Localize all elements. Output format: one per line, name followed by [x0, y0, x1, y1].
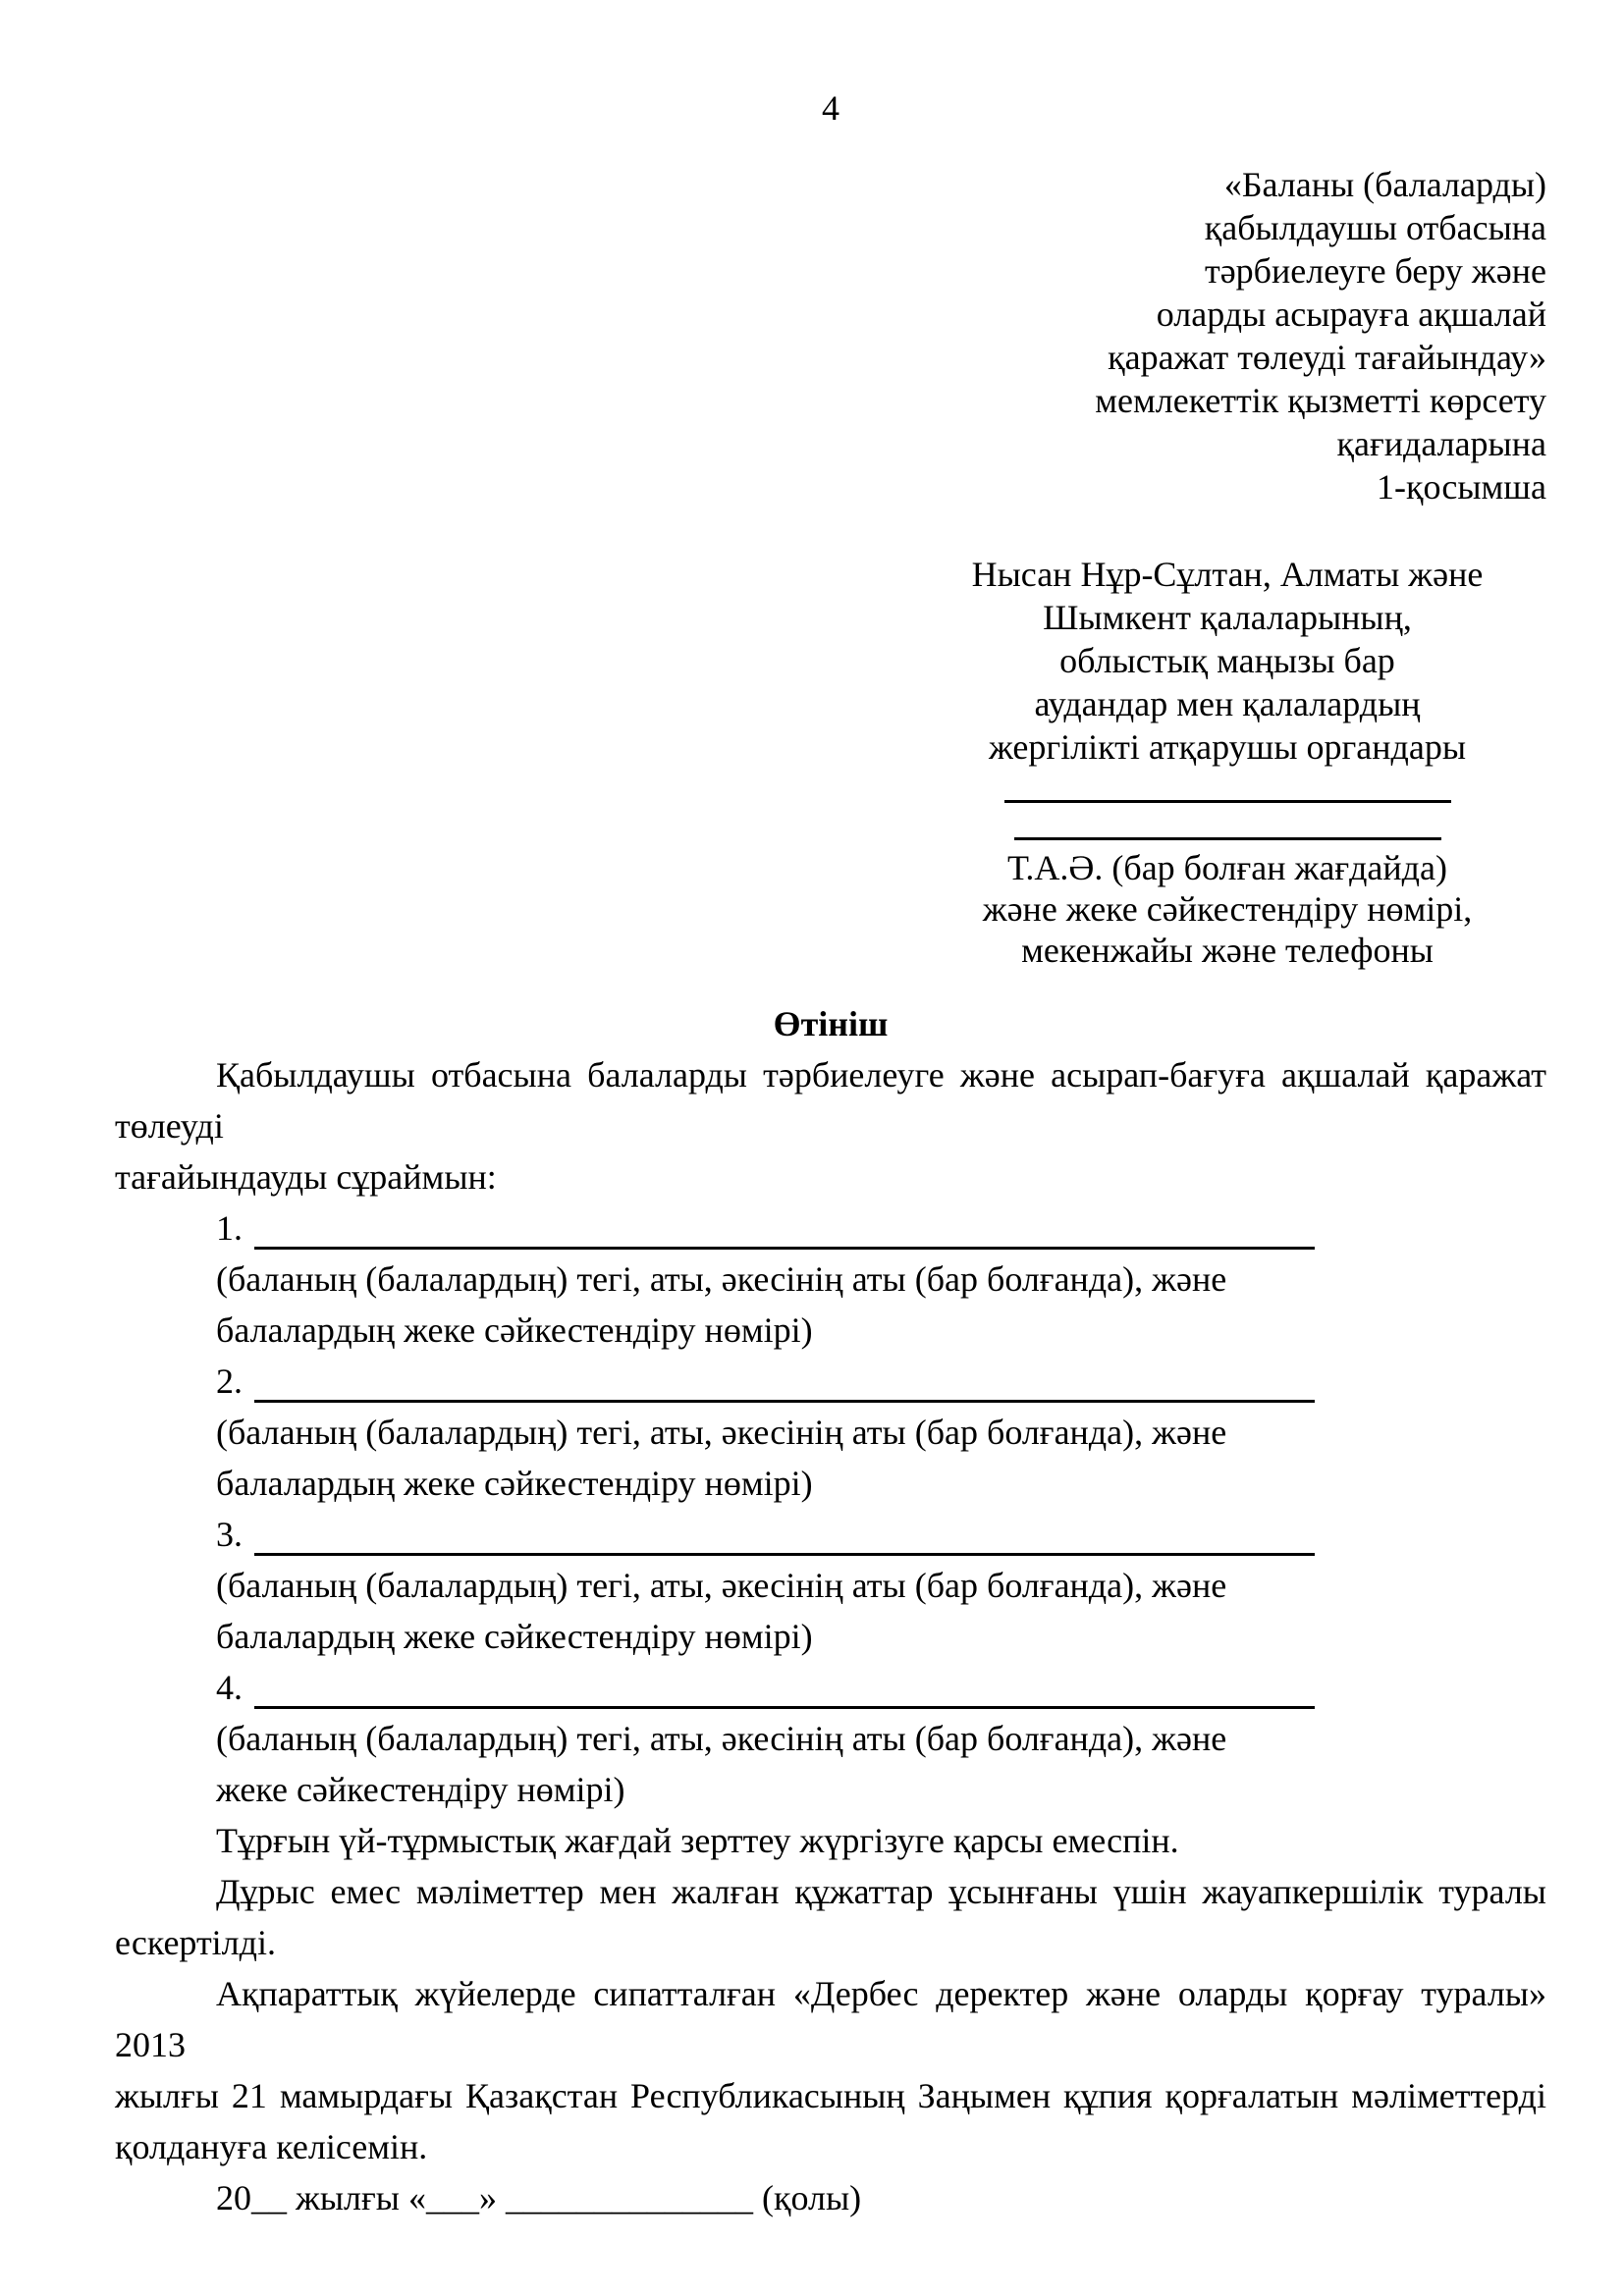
- personal-data-line: жылғы 21 мамырдағы Қазақстан Республикасының Заңымен құпия қорғалатын мәліметтерді: [115, 2076, 1546, 2115]
- appendix-note-line: қабылдаушы отбасына: [1204, 208, 1546, 247]
- item-row: [115, 1509, 1546, 1560]
- item-caption-line: балалардың жеке сәйкестендіру нөмірі): [216, 1617, 813, 1656]
- appendix-note: [908, 163, 1546, 508]
- intro-line: Қабылдаушы отбасына балаларды тәрбиелеуге және асырап-бағуға ақшалай қаражат төлеуді: [115, 1055, 1546, 1146]
- applicant-hint: [908, 847, 1546, 971]
- page-number: 4: [822, 88, 839, 128]
- item-caption-line: балалардың жеке сәйкестендіру нөмірі): [216, 1464, 813, 1503]
- applicant-blank-lines: [908, 773, 1546, 847]
- consent-line: Тұрғын үй-тұрмыстық жағдай зерттеу жүргізуге қарсы емеспін.: [216, 1821, 1179, 1860]
- signature-line: 20__ жылғы «___» ______________ (қолы): [216, 2178, 862, 2217]
- recipient-line: Нысан Нұр-Сұлтан, Алматы және: [971, 555, 1484, 594]
- intro-line: тағайындауды сұраймын:: [115, 1157, 497, 1197]
- recipient-block: [908, 553, 1546, 769]
- item-number: 2.: [216, 1362, 243, 1401]
- recipient-line: Шымкент қалаларының,: [1043, 598, 1412, 637]
- item-caption-line: (баланың (балалардың) тегі, аты, әкесінің аты (бар болғанда), және: [216, 1566, 1227, 1605]
- item-number: 1.: [216, 1208, 243, 1248]
- form-body: [115, 998, 1546, 2223]
- blank-line: [1004, 774, 1451, 803]
- applicant-hint-line: мекенжайы және телефоны: [1021, 931, 1434, 970]
- warning-line: ескертілді.: [115, 1923, 276, 1962]
- appendix-note-line: қағидаларына: [1336, 424, 1546, 463]
- item-blank-line: [254, 1686, 1315, 1709]
- applicant-hint-line: Т.А.Ә. (бар болған жағдайда): [1007, 848, 1447, 887]
- item-caption-line: жеке сәйкестендіру нөмірі): [216, 1770, 625, 1809]
- recipient-line: облыстық маңызы бар: [1059, 641, 1395, 680]
- item-row: [115, 1356, 1546, 1407]
- personal-data-line: қолдануға келісемін.: [115, 2127, 428, 2166]
- item-caption-line: (баланың (балалардың) тегі, аты, әкесінің аты (бар болғанда), және: [216, 1413, 1227, 1452]
- personal-data-line: Ақпараттық жүйелерде сипатталған «Дербес деректер және оларды қорғау туралы» 2013: [115, 1974, 1546, 2064]
- item-caption-line: балалардың жеке сәйкестендіру нөмірі): [216, 1310, 813, 1350]
- recipient-line: аудандар мен қалалардың: [1034, 684, 1421, 723]
- appendix-note-line: оларды асырауға ақшалай: [1156, 294, 1546, 334]
- item-caption-line: (баланың (балалардың) тегі, аты, әкесінің аты (бар болғанда), және: [216, 1259, 1227, 1299]
- item-caption-line: (баланың (балалардың) тегі, аты, әкесінің аты (бар болғанда), және: [216, 1719, 1227, 1758]
- appendix-note-line: тәрбиелеуге беру және: [1204, 251, 1546, 291]
- blank-line: [1014, 812, 1441, 840]
- appendix-note-line: 1-қосымша: [1376, 467, 1546, 507]
- appendix-note-line: мемлекеттік қызметті көрсету: [1095, 381, 1546, 420]
- header-right-column: [908, 163, 1546, 971]
- appendix-note-line: қаражат төлеуді тағайындау»: [1108, 338, 1546, 377]
- appendix-note-line: «Баланы (балаларды): [1223, 165, 1546, 204]
- item-number: 3.: [216, 1515, 243, 1554]
- applicant-hint-line: және жеке сәйкестендіру нөмірі,: [982, 889, 1473, 929]
- item-blank-line: [254, 1533, 1315, 1556]
- form-title: Өтініш: [773, 1004, 889, 1043]
- warning-line: Дұрыс емес мәліметтер мен жалған құжаттар ұсынғаны үшін жауапкершілік туралы: [216, 1872, 1546, 1911]
- item-blank-line: [254, 1380, 1315, 1403]
- item-row: [115, 1662, 1546, 1713]
- item-number: 4.: [216, 1668, 243, 1707]
- recipient-line: жергілікті атқарушы органдары: [988, 727, 1467, 767]
- item-blank-line: [254, 1227, 1315, 1250]
- item-row: [115, 1202, 1546, 1254]
